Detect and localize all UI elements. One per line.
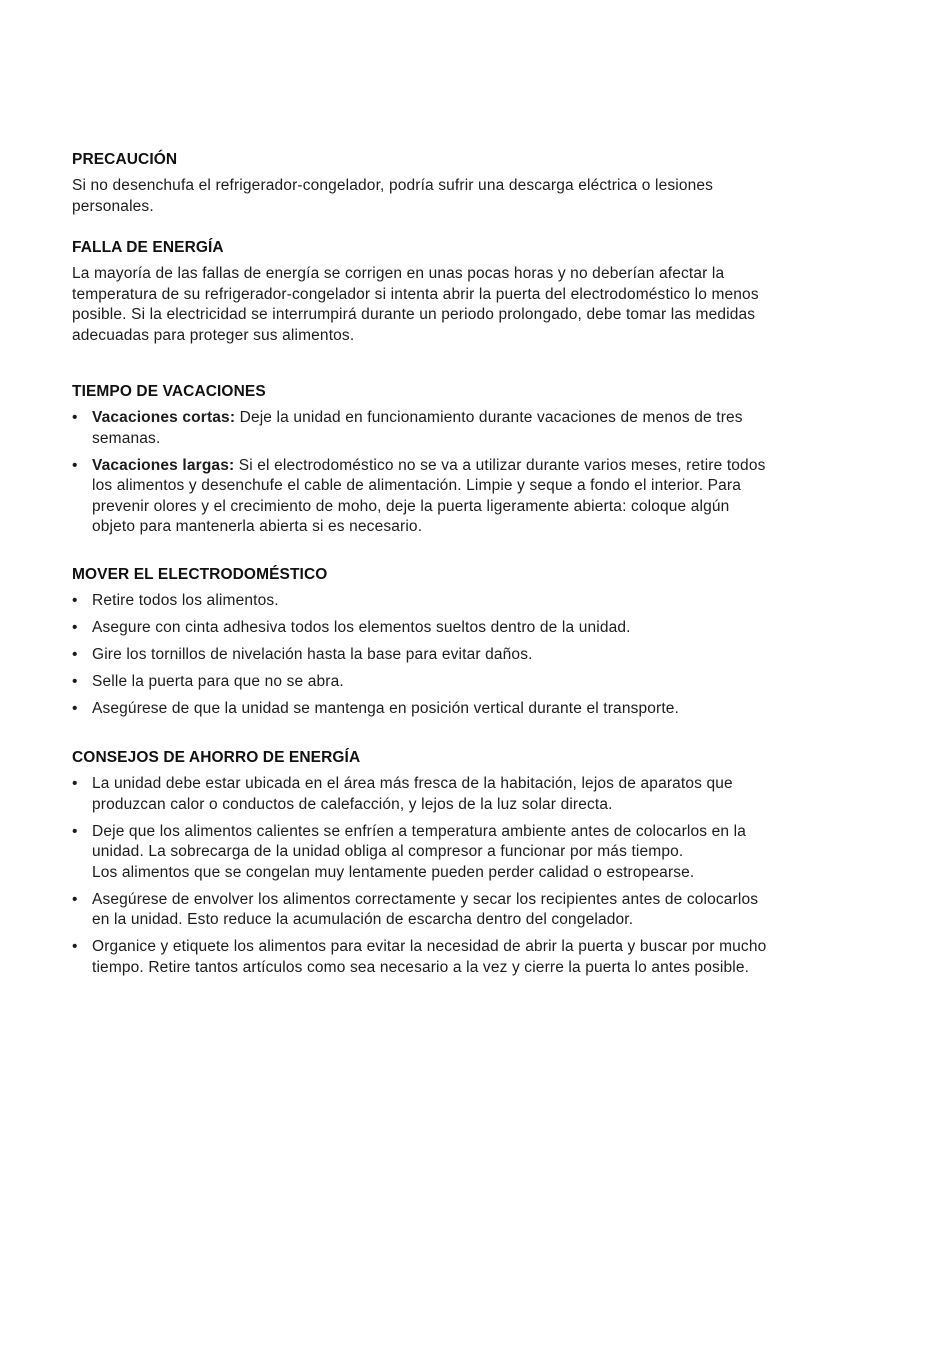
text-line: posible. Si la electricidad se interrumpirá durante un periodo prolongado, debe tomar las medidas xyxy=(72,306,756,323)
heading-precaucion: PRECAUCIÓN xyxy=(72,151,178,168)
heading-falla-energia: FALLA DE ENERGÍA xyxy=(72,239,224,256)
text-line: prevenir olores y el crecimiento de moho, deje la puerta ligeramente abierta: coloque algún xyxy=(92,497,730,515)
bullet-icon: • xyxy=(72,409,78,426)
text-line xyxy=(92,408,872,429)
bullet-icon: • xyxy=(72,673,78,690)
bullet-icon: • xyxy=(72,700,78,717)
text-line: tiempo. Retire tantos artículos como sea necesario a la vez y cierre la puerta lo antes posible. xyxy=(92,958,750,976)
list-item xyxy=(72,937,872,978)
section-vacaciones xyxy=(72,382,872,544)
paragraph-falla-energia xyxy=(72,264,872,346)
text-line: Asegúrese de envolver los alimentos correctamente y secar los recipientes antes de colocarlos xyxy=(92,890,759,908)
bullet-icon: • xyxy=(72,456,78,474)
bullet-icon: • xyxy=(72,592,78,609)
section-precaucion xyxy=(72,150,872,217)
item-text: Si el electrodoméstico no se va a utilizar durante varios meses, retire todos xyxy=(234,456,766,474)
heading-mover: MOVER EL ELECTRODOMÉSTICO xyxy=(72,566,328,583)
text-line: Selle la puerta para que no se abra. xyxy=(92,673,344,690)
list-item xyxy=(72,822,872,884)
list-item xyxy=(72,890,872,931)
text-line: Organice y etiquete los alimentos para evitar la necesidad de abrir la puerta y buscar por mucho xyxy=(92,938,767,955)
text-line: en la unidad. Esto reduce la acumulación de escarcha dentro del congelador. xyxy=(92,911,634,928)
text-line: unidad. La sobrecarga de la unidad obliga al compresor a funcionar por más tiempo. xyxy=(92,843,684,860)
section-mover xyxy=(72,565,872,726)
list-vacaciones xyxy=(72,408,872,538)
list-item xyxy=(72,699,872,720)
bullet-icon: • xyxy=(72,619,78,636)
bullet-icon: • xyxy=(72,775,78,792)
list-item xyxy=(72,591,872,612)
text-line: temperatura de su refrigerador-congelador si intenta abrir la puerta del electrodoméstico lo menos xyxy=(72,285,759,303)
text-line: Asegúrese de que la unidad se mantenga en posición vertical durante el transporte. xyxy=(92,700,680,717)
text-line: Gire los tornillos de nivelación hasta la base para evitar daños. xyxy=(92,646,533,663)
item-text: Deje la unidad en funcionamiento durante vacaciones de menos de tres xyxy=(235,409,743,426)
paragraph-precaucion xyxy=(72,176,872,217)
text-line: La mayoría de las fallas de energía se corrigen en unas pocas horas y no deberían afectar la xyxy=(72,265,725,282)
text-line: Los alimentos que se congelan muy lentamente pueden perder calidad o estropearse. xyxy=(92,863,695,881)
text-line: Si no desenchufa el refrigerador-congelador, podría sufrir una descarga eléctrica o lesiones xyxy=(72,177,714,194)
list-consejos xyxy=(72,774,872,978)
bullet-icon: • xyxy=(72,938,78,955)
bullet-icon: • xyxy=(72,890,78,908)
list-item xyxy=(72,645,872,666)
list-item xyxy=(72,672,872,693)
list-mover xyxy=(72,591,872,720)
text-line: produzcan calor o conductos de calefacción, y lejos de la luz solar directa. xyxy=(92,795,613,813)
text-line xyxy=(92,456,872,477)
heading-vacaciones: TIEMPO DE VACACIONES xyxy=(72,383,266,400)
list-item xyxy=(72,456,872,538)
text-line: Retire todos los alimentos. xyxy=(92,592,279,609)
list-item xyxy=(72,774,872,815)
heading-consejos: CONSEJOS DE AHORRO DE ENERGÍA xyxy=(72,749,361,766)
section-consejos xyxy=(72,748,872,985)
text-line: objeto para mantenerla abierta si es necesario. xyxy=(92,518,423,535)
text-line: adecuadas para proteger sus alimentos. xyxy=(72,326,355,344)
text-line: La unidad debe estar ubicada en el área más fresca de la habitación, lejos de aparatos que xyxy=(92,775,733,792)
text-line: los alimentos y desenchufe el cable de alimentación. Limpie y seque a fondo el interior. Para xyxy=(92,477,741,494)
bullet-icon: • xyxy=(72,822,78,840)
bullet-icon: • xyxy=(72,646,78,663)
list-item xyxy=(72,408,872,449)
list-item xyxy=(72,618,872,639)
item-label: Vacaciones largas: xyxy=(92,456,235,474)
text-line: Deje que los alimentos calientes se enfríen a temperatura ambiente antes de colocarlos en la xyxy=(92,822,746,840)
text-line: semanas. xyxy=(92,429,161,447)
text-line: personales. xyxy=(72,197,154,215)
text-line: Asegure con cinta adhesiva todos los elementos sueltos dentro de la unidad. xyxy=(92,619,631,636)
item-label: Vacaciones cortas: xyxy=(92,409,236,426)
section-falla-energia xyxy=(72,238,872,346)
